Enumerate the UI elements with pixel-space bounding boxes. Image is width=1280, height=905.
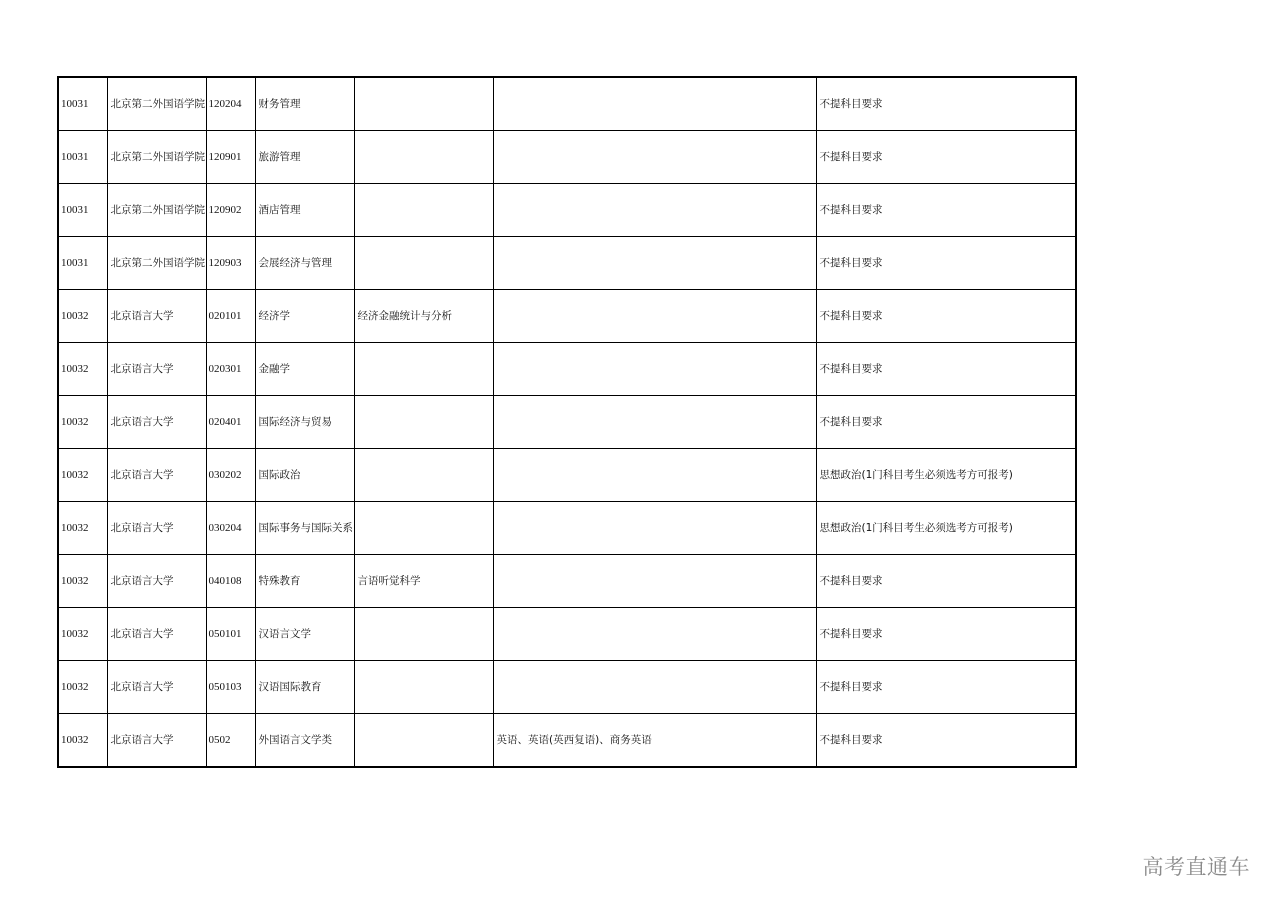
- cell-school-code: 10032: [58, 290, 107, 343]
- cell-major-category: [354, 396, 493, 449]
- cell-major-name: 外国语言文学类: [255, 714, 354, 768]
- subject-requirements-table: [57, 76, 1077, 768]
- cell-major-code: 030204: [206, 502, 255, 555]
- cell-school-code: 10031: [58, 131, 107, 184]
- cell-school-name: 北京第二外国语学院: [107, 237, 206, 290]
- cell-subject-requirement: 思想政治(1门科目考生必须选考方可报考): [816, 502, 1076, 555]
- cell-subject-requirement: 不提科目要求: [816, 396, 1076, 449]
- table-row: [58, 714, 1076, 768]
- cell-major-code: 040108: [206, 555, 255, 608]
- table-row: [58, 77, 1076, 131]
- cell-major-name: 特殊教育: [255, 555, 354, 608]
- cell-school-name: 北京语言大学: [107, 714, 206, 768]
- cell-included-majors: [493, 396, 816, 449]
- table-row: [58, 608, 1076, 661]
- cell-included-majors: [493, 131, 816, 184]
- cell-included-majors: [493, 184, 816, 237]
- cell-subject-requirement: 不提科目要求: [816, 184, 1076, 237]
- cell-subject-requirement: 不提科目要求: [816, 555, 1076, 608]
- cell-school-name: 北京语言大学: [107, 661, 206, 714]
- cell-major-category: [354, 502, 493, 555]
- cell-subject-requirement: 不提科目要求: [816, 714, 1076, 768]
- cell-school-name: 北京语言大学: [107, 396, 206, 449]
- cell-included-majors: [493, 661, 816, 714]
- cell-subject-requirement: 不提科目要求: [816, 237, 1076, 290]
- cell-major-name: 经济学: [255, 290, 354, 343]
- cell-included-majors: [493, 77, 816, 131]
- cell-included-majors: [493, 237, 816, 290]
- cell-included-majors: [493, 449, 816, 502]
- cell-school-code: 10032: [58, 714, 107, 768]
- cell-major-name: 酒店管理: [255, 184, 354, 237]
- cell-major-category: [354, 449, 493, 502]
- table-row: [58, 184, 1076, 237]
- cell-school-name: 北京语言大学: [107, 290, 206, 343]
- cell-subject-requirement: 不提科目要求: [816, 608, 1076, 661]
- cell-major-name: 财务管理: [255, 77, 354, 131]
- cell-included-majors: [493, 343, 816, 396]
- cell-major-code: 020101: [206, 290, 255, 343]
- cell-included-majors: [493, 608, 816, 661]
- cell-included-majors: [493, 290, 816, 343]
- cell-school-name: 北京第二外国语学院: [107, 184, 206, 237]
- cell-major-name: 旅游管理: [255, 131, 354, 184]
- cell-school-name: 北京语言大学: [107, 608, 206, 661]
- cell-major-code: 120902: [206, 184, 255, 237]
- table-row: [58, 449, 1076, 502]
- cell-major-code: 120903: [206, 237, 255, 290]
- table-row: [58, 290, 1076, 343]
- table-row: [58, 661, 1076, 714]
- cell-school-code: 10031: [58, 237, 107, 290]
- cell-major-name: 金融学: [255, 343, 354, 396]
- cell-major-name: 汉语言文学: [255, 608, 354, 661]
- cell-major-code: 050103: [206, 661, 255, 714]
- cell-school-name: 北京第二外国语学院: [107, 77, 206, 131]
- cell-school-code: 10032: [58, 555, 107, 608]
- cell-subject-requirement: 不提科目要求: [816, 661, 1076, 714]
- cell-subject-requirement: 不提科目要求: [816, 131, 1076, 184]
- cell-major-category: [354, 77, 493, 131]
- cell-school-code: 10032: [58, 449, 107, 502]
- table-body: [58, 77, 1076, 767]
- cell-major-category: [354, 661, 493, 714]
- watermark-logo-text: 高考直通车: [1142, 855, 1250, 879]
- cell-school-code: 10032: [58, 343, 107, 396]
- cell-major-name: 会展经济与管理: [255, 237, 354, 290]
- cell-school-code: 10032: [58, 502, 107, 555]
- cell-major-category: [354, 343, 493, 396]
- cell-major-category: [354, 131, 493, 184]
- cell-subject-requirement: 思想政治(1门科目考生必须选考方可报考): [816, 449, 1076, 502]
- cell-major-code: 0502: [206, 714, 255, 768]
- cell-school-name: 北京第二外国语学院: [107, 131, 206, 184]
- cell-school-name: 北京语言大学: [107, 502, 206, 555]
- cell-included-majors: 英语、英语(英西复语)、商务英语: [493, 714, 816, 768]
- cell-school-code: 10032: [58, 608, 107, 661]
- table-row: [58, 555, 1076, 608]
- cell-major-category: 经济金融统计与分析: [354, 290, 493, 343]
- cell-major-category: [354, 184, 493, 237]
- cell-major-name: 国际事务与国际关系: [255, 502, 354, 555]
- cell-school-code: 10032: [58, 661, 107, 714]
- cell-subject-requirement: 不提科目要求: [816, 343, 1076, 396]
- cell-school-code: 10031: [58, 184, 107, 237]
- cell-major-category: [354, 714, 493, 768]
- cell-major-code: 020301: [206, 343, 255, 396]
- cell-major-name: 汉语国际教育: [255, 661, 354, 714]
- table-row: [58, 237, 1076, 290]
- cell-major-name: 国际经济与贸易: [255, 396, 354, 449]
- cell-major-code: 030202: [206, 449, 255, 502]
- cell-major-category: 言语听觉科学: [354, 555, 493, 608]
- cell-major-code: 050101: [206, 608, 255, 661]
- cell-school-code: 10031: [58, 77, 107, 131]
- table-row: [58, 131, 1076, 184]
- cell-included-majors: [493, 502, 816, 555]
- cell-major-category: [354, 608, 493, 661]
- cell-school-name: 北京语言大学: [107, 555, 206, 608]
- cell-major-code: 020401: [206, 396, 255, 449]
- cell-major-name: 国际政治: [255, 449, 354, 502]
- table-row: [58, 343, 1076, 396]
- cell-school-name: 北京语言大学: [107, 343, 206, 396]
- cell-major-category: [354, 237, 493, 290]
- cell-subject-requirement: 不提科目要求: [816, 290, 1076, 343]
- cell-subject-requirement: 不提科目要求: [816, 77, 1076, 131]
- cell-major-code: 120204: [206, 77, 255, 131]
- table-row: [58, 396, 1076, 449]
- cell-major-code: 120901: [206, 131, 255, 184]
- cell-included-majors: [493, 555, 816, 608]
- cell-school-code: 10032: [58, 396, 107, 449]
- table-row: [58, 502, 1076, 555]
- cell-school-name: 北京语言大学: [107, 449, 206, 502]
